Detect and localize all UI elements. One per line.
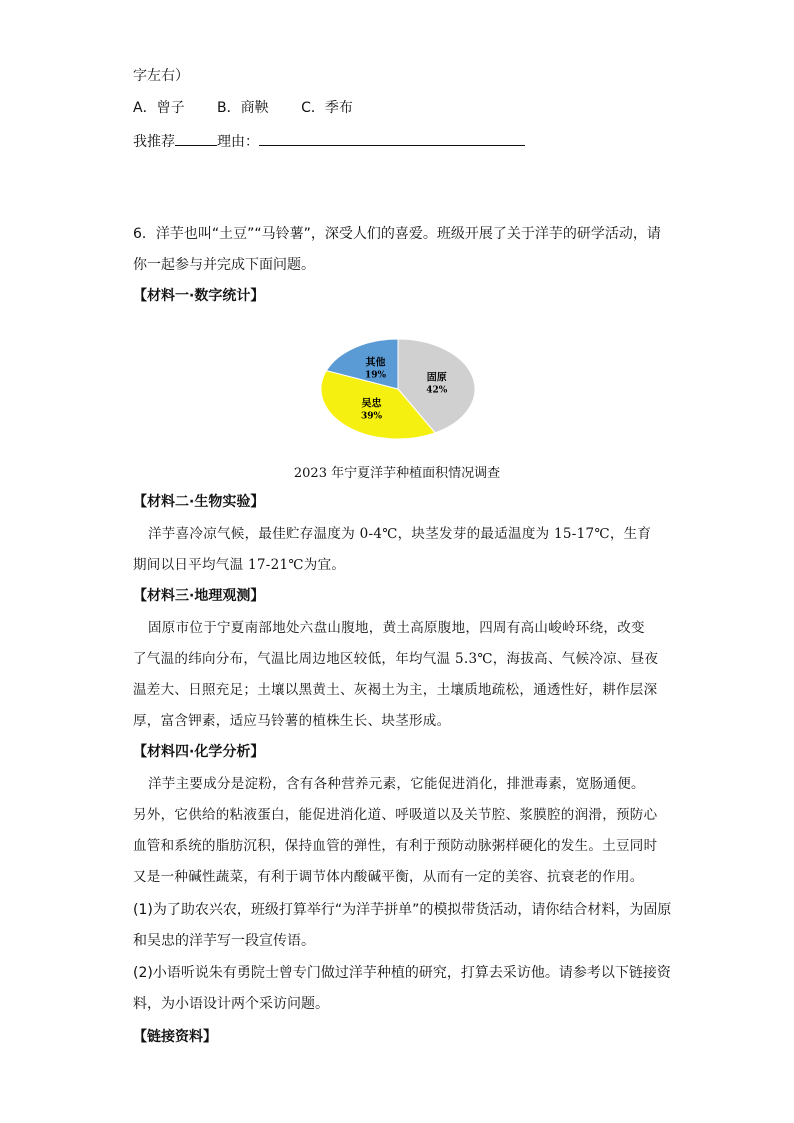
q6-intro-line2: 你一起参与并完成下面问题。: [133, 257, 315, 273]
options-row: [133, 98, 381, 118]
q6-intro-line1: 6．洋芋也叫“土豆”“马铃薯”，深受人们的喜爱。班级开展了关于洋芋的研学活动，请: [133, 226, 661, 242]
material-3-line3: 温差大、日照充足；土壤以黑黄土、灰褐土为主，土壤质地疏松，通透性好，耕作层深: [133, 682, 658, 698]
continued-text: 字左右）: [133, 68, 189, 84]
material-2-line1: 洋芋喜冷凉气候，最佳贮存温度为 0-4℃，块茎发芽的最适温度为 15-17℃，生育: [148, 526, 652, 542]
option-b: B．商鞅: [217, 100, 269, 116]
chart-caption: 2023 年宁夏洋芋种植面积情况调查: [293, 466, 501, 481]
material-4-line3: 血管和系统的脂肪沉积，保持血管的弹性，有利于预防动脉粥样硬化的发生。土豆同时: [133, 838, 658, 854]
material-1-title: 【材料一·数字统计】: [133, 288, 265, 304]
material-3-line1: 固原市位于宁夏南部地处六盘山腹地，黄土高原腹地，四周有高山峻岭环绕，改变: [148, 620, 645, 636]
material-2-title: 【材料二·生物实验】: [133, 494, 265, 510]
material-3-title: 【材料三·地理观测】: [133, 588, 265, 604]
sub-question-2-line1: (2)小语听说朱有勇院士曾专门做过洋芋种植的研究，打算去采访他。请参考以下链接资: [133, 965, 671, 981]
material-4-line2: 另外，它供给的粘液蛋白，能促进消化道、呼吸道以及关节腔、浆膜腔的润滑，预防心: [133, 807, 658, 823]
sub-question-2-line2: 料，为小语设计两个采访问题。: [133, 996, 329, 1012]
recommend-row: [133, 131, 525, 152]
recommend-label: 我推荐: [133, 134, 175, 150]
reason-blank[interactable]: [259, 131, 525, 146]
reason-label: 理由：: [217, 134, 259, 150]
material-3-line4: 厚，富含钾素，适应马铃薯的植株生长、块茎形成。: [133, 713, 451, 729]
material-3-line2: 了气温的纬向分布，气温比周边地区较低，年均气温 5.3℃，海拔高、气候冷凉、昼夜: [133, 651, 659, 667]
option-c: C．季布: [301, 100, 353, 116]
sub-question-1-line1: (1)为了助农兴农，班级打算举行“为洋芋拼单”的模拟带货活动，请你结合材料，为固原: [133, 902, 672, 918]
sub-question-1-line2: 和吴忠的洋芋写一段宣传语。: [133, 933, 315, 949]
pie-label-1: 固原: [426, 372, 447, 384]
material-4-line1: 洋芋主要成分是淀粉，含有各种营养元素，它能促进消化，排泄毒素，宽肠通便。: [148, 776, 645, 792]
link-material-title: 【链接资料】: [133, 1029, 217, 1045]
material-4-line4: 又是一种碱性蔬菜，有利于调节体内酸碱平衡，从而有一定的美容、抗衰老的作用。: [133, 869, 644, 885]
pie-value-label-1: 42%: [426, 385, 448, 396]
pie-value-label-3: 19%: [364, 370, 387, 381]
pie-label-2: 吴忠: [361, 398, 382, 410]
option-a: A．曾子: [133, 100, 185, 116]
pie-chart-svg: [300, 332, 500, 452]
pie-value-label-2: 39%: [360, 411, 383, 422]
pie-chart: [300, 332, 500, 452]
recommend-blank[interactable]: [175, 131, 217, 146]
material-4-title: 【材料四·化学分析】: [133, 744, 265, 760]
material-2-line2: 期间以日平均气温 17-21℃为宜。: [133, 557, 346, 573]
pie-label-3: 其他: [365, 357, 386, 369]
